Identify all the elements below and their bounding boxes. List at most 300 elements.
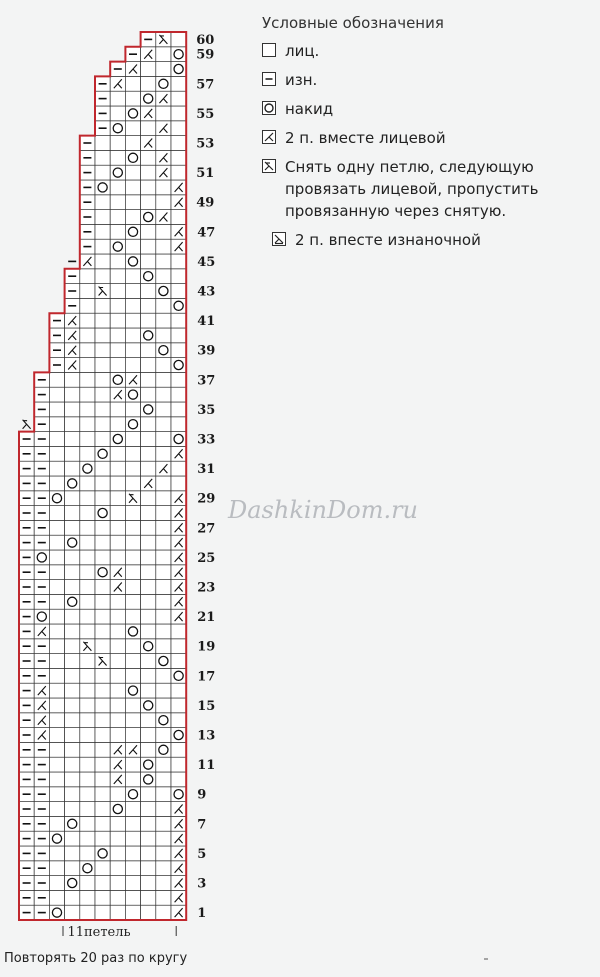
chart-cell	[95, 787, 110, 802]
chart-cell	[110, 358, 125, 373]
chart-cell	[49, 520, 64, 535]
chart-cell	[125, 668, 140, 683]
chart-cell	[156, 298, 171, 313]
chart-cell	[156, 668, 171, 683]
chart-cell	[49, 506, 64, 521]
row-label: 43	[197, 284, 216, 300]
chart-cell	[110, 461, 125, 476]
chart-cell	[156, 387, 171, 402]
chart-cell	[65, 491, 80, 506]
chart-cell	[95, 358, 110, 373]
chart-cell	[65, 461, 80, 476]
chart-cell	[125, 91, 140, 106]
chart-cell	[141, 535, 156, 550]
chart-cell	[110, 520, 125, 535]
chart-cell	[95, 328, 110, 343]
chart-cell	[110, 313, 125, 328]
chart-cell	[65, 446, 80, 461]
chart-cell	[156, 757, 171, 772]
chart-cell	[125, 76, 140, 91]
chart-cell	[141, 239, 156, 254]
chart-cell	[125, 831, 140, 846]
chart-cell	[125, 165, 140, 180]
chart-cell	[65, 609, 80, 624]
chart-cell	[110, 624, 125, 639]
chart-cell	[156, 446, 171, 461]
chart-cell	[95, 772, 110, 787]
row-label: 7	[197, 817, 207, 833]
chart-cell	[80, 772, 95, 787]
chart-cell	[110, 298, 125, 313]
chart-cell	[125, 136, 140, 151]
chart-cell	[156, 520, 171, 535]
chart-cell	[110, 343, 125, 358]
chart-cell	[125, 506, 140, 521]
chart-cell	[171, 150, 186, 165]
chart-cell	[141, 491, 156, 506]
chart-cell	[141, 594, 156, 609]
chart-cell	[141, 683, 156, 698]
chart-cell	[125, 594, 140, 609]
chart-cell	[49, 683, 64, 698]
chart-cell	[95, 387, 110, 402]
chart-cell	[49, 713, 64, 728]
chart-cell	[49, 861, 64, 876]
chart-cell	[65, 654, 80, 669]
legend-label-yarn-over: накид	[285, 100, 334, 118]
chart-cell	[141, 224, 156, 239]
chart-cell	[65, 846, 80, 861]
row-label: 9	[197, 787, 207, 803]
chart-cell	[110, 535, 125, 550]
chart-cell	[80, 594, 95, 609]
chart-cell	[110, 846, 125, 861]
chart-cell	[110, 210, 125, 225]
row-labels	[196, 33, 215, 921]
chart-cell	[141, 580, 156, 595]
row-label: 25	[197, 550, 216, 566]
chart-cell	[125, 802, 140, 817]
chart-cell	[65, 698, 80, 713]
chart-cell	[156, 224, 171, 239]
chart-cell	[95, 313, 110, 328]
chart-cell	[141, 313, 156, 328]
chart-cell	[49, 757, 64, 772]
chart-cell	[156, 535, 171, 550]
chart-cell	[80, 535, 95, 550]
row-label: 21	[197, 610, 216, 626]
row-label: 60	[196, 32, 215, 48]
chart-cell	[156, 831, 171, 846]
chart-cell	[80, 358, 95, 373]
chart-cell	[141, 358, 156, 373]
chart-cell	[110, 816, 125, 831]
chart-cell	[110, 639, 125, 654]
chart-cell	[65, 772, 80, 787]
chart-cell	[80, 757, 95, 772]
chart-cell	[65, 802, 80, 817]
knit-icon	[262, 43, 276, 57]
chart-cell	[171, 284, 186, 299]
chart-cell	[125, 816, 140, 831]
row-label: 57	[196, 77, 215, 93]
chart-cell	[95, 639, 110, 654]
row-label: 49	[196, 195, 215, 211]
chart-cell	[65, 565, 80, 580]
chart-cell	[125, 195, 140, 210]
chart-cell	[95, 816, 110, 831]
chart-cell	[49, 609, 64, 624]
chart-cell	[80, 742, 95, 757]
chart-cell	[95, 742, 110, 757]
chart-cell	[171, 106, 186, 121]
chart-cell	[80, 876, 95, 891]
chart-cell	[171, 313, 186, 328]
chart-cell	[49, 432, 64, 447]
chart-cell	[65, 417, 80, 432]
chart-cell	[49, 742, 64, 757]
chart-cell	[156, 876, 171, 891]
chart-cell	[49, 816, 64, 831]
chart-cell	[156, 402, 171, 417]
chart-cell	[49, 402, 64, 417]
chart-cell	[156, 772, 171, 787]
chart-cell	[65, 757, 80, 772]
chart-cell	[110, 417, 125, 432]
chart-cell	[65, 387, 80, 402]
chart-cell	[110, 180, 125, 195]
chart-cell	[95, 150, 110, 165]
chart-cell	[156, 905, 171, 920]
chart-cell	[156, 816, 171, 831]
chart-cell	[125, 313, 140, 328]
chart-cell	[110, 594, 125, 609]
chart-cell	[95, 624, 110, 639]
chart-cell	[65, 831, 80, 846]
chart-cell	[125, 121, 140, 136]
chart-cell	[171, 387, 186, 402]
chart-cell	[171, 742, 186, 757]
chart-cell	[125, 239, 140, 254]
chart-cell	[171, 136, 186, 151]
chart-cell	[95, 683, 110, 698]
chart-cell	[110, 150, 125, 165]
chart-cell	[65, 905, 80, 920]
legend-item-k2tog	[262, 127, 592, 149]
chart-cell	[80, 890, 95, 905]
chart-cell	[110, 506, 125, 521]
chart-cell	[80, 372, 95, 387]
chart-cell	[95, 372, 110, 387]
chart-cell	[156, 254, 171, 269]
chart-cell	[156, 328, 171, 343]
chart-cell	[65, 372, 80, 387]
chart-cell	[65, 728, 80, 743]
row-label: 41	[197, 314, 216, 330]
chart-cell	[95, 269, 110, 284]
chart-cell	[95, 239, 110, 254]
chart-cell	[65, 624, 80, 639]
chart-cell	[156, 846, 171, 861]
chart-cell	[95, 343, 110, 358]
chart-cell	[110, 195, 125, 210]
chart-cell	[110, 136, 125, 151]
chart-cell	[141, 742, 156, 757]
chart-cell	[49, 535, 64, 550]
p2tog-icon	[272, 232, 286, 246]
chart-cell	[141, 890, 156, 905]
chart-cell	[80, 713, 95, 728]
legend-label-purl: изн.	[285, 71, 318, 89]
repeat-note: Повторять 20 раз по кругу	[4, 951, 188, 966]
chart-cell	[110, 224, 125, 239]
chart-cell	[80, 802, 95, 817]
legend-label-p2tog: 2 п. впесте изнаночной	[295, 231, 481, 249]
chart-cell	[49, 417, 64, 432]
chart-cell	[125, 846, 140, 861]
chart-cell	[65, 520, 80, 535]
chart-cell	[95, 432, 110, 447]
row-label: 33	[197, 432, 216, 448]
chart-cell	[80, 402, 95, 417]
chart-cell	[80, 668, 95, 683]
chart-cell	[125, 535, 140, 550]
chart-cell	[125, 905, 140, 920]
chart-cell	[95, 224, 110, 239]
chart-cell	[49, 639, 64, 654]
chart-cell	[95, 136, 110, 151]
chart-cell	[49, 772, 64, 787]
legend-label-skpo: Снять одну петлю, следующую провязать лицевой, пропустить провязанную через снятую.	[285, 158, 539, 220]
chart-cell	[49, 565, 64, 580]
chart-cell	[110, 890, 125, 905]
chart-cell	[95, 861, 110, 876]
chart-cell	[125, 890, 140, 905]
chart-cell	[141, 668, 156, 683]
chart-cell	[95, 802, 110, 817]
chart-cell	[80, 343, 95, 358]
chart-cell	[49, 876, 64, 891]
row-label: 39	[197, 343, 216, 359]
chart-cell	[141, 713, 156, 728]
chart-cell	[49, 668, 64, 683]
chart-cell	[125, 565, 140, 580]
chart-cell	[95, 417, 110, 432]
chart-cell	[141, 387, 156, 402]
row-label: 17	[197, 669, 216, 685]
chart-cell	[141, 62, 156, 77]
chart-cell	[110, 905, 125, 920]
chart-cell	[65, 742, 80, 757]
chart-cell	[80, 476, 95, 491]
chart-cell	[171, 402, 186, 417]
chart-cell	[141, 446, 156, 461]
chart-cell	[156, 787, 171, 802]
chart-cell	[171, 683, 186, 698]
chart-cell	[65, 890, 80, 905]
chart-cell	[110, 609, 125, 624]
chart-cell	[110, 476, 125, 491]
chart-cell	[156, 609, 171, 624]
chart-cell	[80, 728, 95, 743]
chart-cell	[110, 254, 125, 269]
chart-cell	[80, 506, 95, 521]
chart-cell	[95, 402, 110, 417]
chart-cell	[95, 165, 110, 180]
chart-cell	[125, 698, 140, 713]
chart-cell	[80, 846, 95, 861]
chart-cell	[49, 476, 64, 491]
row-label: 31	[197, 462, 216, 478]
chart-cell	[80, 831, 95, 846]
chart-cell	[80, 816, 95, 831]
legend-item-knit	[262, 40, 592, 62]
chart-cell	[80, 580, 95, 595]
chart-cell	[95, 520, 110, 535]
row-label: 19	[197, 639, 216, 655]
legend-label-knit: лиц.	[285, 42, 320, 60]
chart-cell	[171, 476, 186, 491]
chart-cell	[125, 358, 140, 373]
chart-cell	[141, 372, 156, 387]
legend-item-skpo	[262, 156, 592, 222]
chart-cell	[141, 520, 156, 535]
chart-cell	[110, 713, 125, 728]
chart-cell	[156, 565, 171, 580]
chart-cell	[65, 713, 80, 728]
chart-cell	[80, 565, 95, 580]
chart-cell	[95, 594, 110, 609]
chart-cell	[171, 417, 186, 432]
chart-cell	[141, 195, 156, 210]
chart-cell	[49, 654, 64, 669]
chart-cell	[110, 402, 125, 417]
chart-cell	[141, 609, 156, 624]
chart-cell	[125, 580, 140, 595]
chart-cell	[95, 210, 110, 225]
chart-cell	[125, 654, 140, 669]
chart-cell	[65, 861, 80, 876]
stitch-skpo-icon	[23, 420, 31, 429]
chart-cell	[49, 802, 64, 817]
chart-cell	[156, 639, 171, 654]
chart-cell	[65, 787, 80, 802]
chart-cell	[171, 121, 186, 136]
chart-cell	[110, 831, 125, 846]
chart-cell	[156, 432, 171, 447]
chart-cell	[49, 787, 64, 802]
watermark: DashkinDom.ru	[228, 496, 419, 524]
chart-cell	[95, 728, 110, 743]
chart-cell	[141, 831, 156, 846]
chart-cell	[141, 150, 156, 165]
chart-cell	[141, 565, 156, 580]
chart-cell	[49, 580, 64, 595]
chart-cell	[95, 876, 110, 891]
row-label: 1	[197, 906, 207, 922]
chart-cell	[156, 106, 171, 121]
skpo-icon	[262, 159, 276, 173]
chart-cell	[65, 506, 80, 521]
chart-cell	[95, 668, 110, 683]
chart-cell	[110, 861, 125, 876]
chart-cell	[156, 62, 171, 77]
chart-cell	[125, 343, 140, 358]
chart-cell	[171, 32, 186, 47]
chart-cell	[141, 165, 156, 180]
chart-cell	[110, 683, 125, 698]
row-label: 37	[197, 373, 216, 389]
chart-cell	[80, 328, 95, 343]
chart-cell	[49, 698, 64, 713]
chart-cell	[156, 269, 171, 284]
chart-cell	[156, 491, 171, 506]
chart-cell	[110, 106, 125, 121]
row-label: 47	[197, 225, 216, 241]
chart-cell	[141, 284, 156, 299]
chart-cell	[80, 624, 95, 639]
chart-cell	[171, 772, 186, 787]
chart-cell	[141, 254, 156, 269]
chart-cell	[125, 461, 140, 476]
chart-cell	[125, 861, 140, 876]
chart-cell	[171, 210, 186, 225]
chart-cell	[141, 861, 156, 876]
chart-cell	[65, 550, 80, 565]
chart-cell	[95, 905, 110, 920]
chart-cell	[80, 417, 95, 432]
row-label: 13	[197, 728, 216, 744]
chart-cell	[49, 372, 64, 387]
chart-cell	[141, 816, 156, 831]
chart-cell	[49, 846, 64, 861]
chart-cell	[156, 506, 171, 521]
chart-cell	[141, 343, 156, 358]
chart-cell	[49, 728, 64, 743]
chart-cell	[110, 728, 125, 743]
chart-cell	[110, 668, 125, 683]
purl-icon	[262, 72, 276, 86]
chart-cell	[171, 654, 186, 669]
chart-cell	[156, 180, 171, 195]
chart-cell	[80, 432, 95, 447]
chart-cell	[156, 580, 171, 595]
chart-cell	[65, 639, 80, 654]
chart-cell	[80, 269, 95, 284]
chart-cell	[95, 550, 110, 565]
chart-cell	[141, 432, 156, 447]
chart-cell	[156, 239, 171, 254]
chart-cell	[95, 298, 110, 313]
chart-cell	[156, 728, 171, 743]
chart-cell	[171, 713, 186, 728]
stitch-count-label: 11петель	[67, 925, 131, 940]
chart-cell	[125, 772, 140, 787]
chart-cell	[110, 284, 125, 299]
chart-cell	[80, 520, 95, 535]
chart-cell	[125, 284, 140, 299]
chart-cell	[125, 728, 140, 743]
chart-cell	[80, 284, 95, 299]
chart-cell	[171, 624, 186, 639]
chart-cell	[80, 654, 95, 669]
chart-cell	[125, 713, 140, 728]
chart-cell	[80, 698, 95, 713]
chart-cell	[49, 594, 64, 609]
chart-cell	[171, 269, 186, 284]
chart-cell	[125, 757, 140, 772]
chart-cell	[156, 683, 171, 698]
